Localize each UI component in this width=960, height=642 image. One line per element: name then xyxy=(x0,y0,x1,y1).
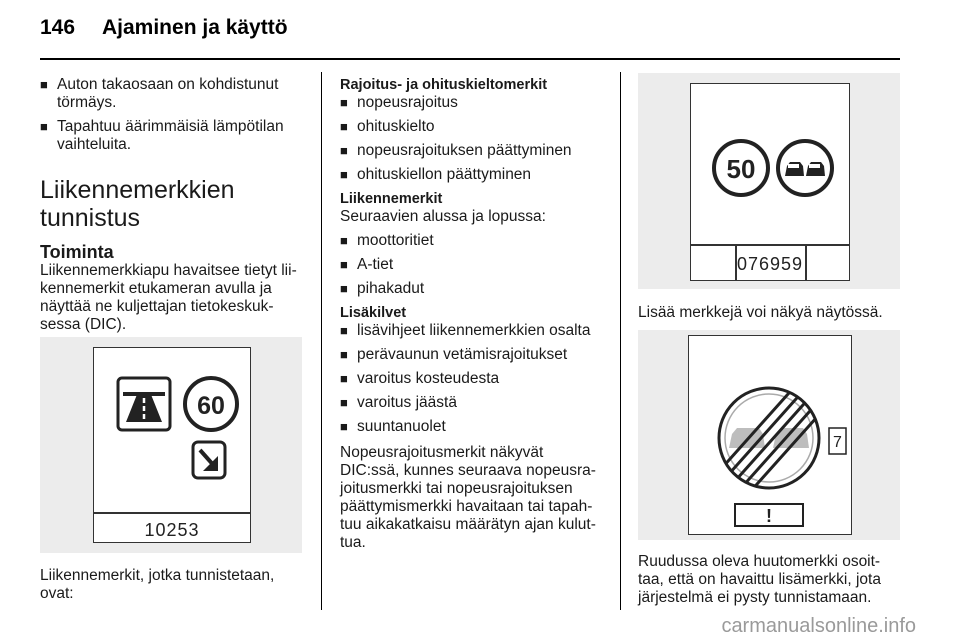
exclamation-box-icon xyxy=(735,504,803,526)
figure-dic-signs xyxy=(40,337,302,553)
column-divider-2 xyxy=(620,72,621,610)
dic-display-panel xyxy=(688,335,852,535)
header-rule xyxy=(40,58,900,60)
group-intro: Seuraavien alussa ja lopussa: xyxy=(340,208,546,225)
watermark: carmanualsonline.info xyxy=(721,615,916,637)
column-1 xyxy=(40,76,315,334)
column-2 xyxy=(340,77,608,552)
sign-icons xyxy=(94,348,248,510)
section-title-line-1: Liikennemerkkien xyxy=(40,176,235,204)
list-item: ■ moottoritiet xyxy=(340,232,608,250)
list-item: ■ ohituskiellon päättyminen xyxy=(340,166,608,184)
paragraph-line: kennemerkit etukameran avulla ja xyxy=(40,280,272,297)
paragraph-line: Nopeusrajoitusmerkit näkyvät xyxy=(340,444,544,461)
dic-display-panel xyxy=(690,83,850,281)
figure-2-caption xyxy=(638,304,900,322)
no-overtaking-sign-icon xyxy=(778,141,832,195)
direction-arrow-icon xyxy=(193,442,225,478)
sign-icons xyxy=(691,84,847,242)
sign-icons xyxy=(689,336,849,532)
figure-unknown-sign xyxy=(638,330,900,540)
paragraph-line: sessa (DIC). xyxy=(40,316,127,333)
list-item: ■ nopeusrajoituksen päättyminen xyxy=(340,142,608,160)
dic-paragraph xyxy=(340,444,608,552)
group-heading-additional: Lisäkilvet xyxy=(340,305,407,321)
paragraph-line: Liikennemerkkiapu havaitsee tietyt lii- xyxy=(40,262,297,279)
end-of-no-overtaking-sign-icon xyxy=(713,384,825,502)
list-item: ■ varoitus jäästä xyxy=(340,394,608,412)
list-item: ■ suuntanuolet xyxy=(340,418,608,436)
page-header xyxy=(40,16,288,40)
list-item: ■ ohituskielto xyxy=(340,118,608,136)
intro-paragraph xyxy=(40,262,315,334)
paragraph-line: näyttää ne kuljettajan tietokeskuk- xyxy=(40,298,274,315)
speed-limit-sign-icon xyxy=(185,378,237,430)
caption-line: Ruudussa oleva huutomerkki osoit- xyxy=(638,553,881,570)
caption-line: järjestelmä ei pysty tunnistamaan. xyxy=(638,589,872,606)
figure-1-caption xyxy=(40,567,315,603)
bullet-item: ■ Auton takaosaan on kohdistunut törmäys. xyxy=(40,76,315,112)
column-divider-1 xyxy=(321,72,322,610)
list-item: ■ lisävihjeet liikennemerkkien osalta xyxy=(340,322,608,340)
paragraph-line: joitusmerkki tai nopeusrajoituksen xyxy=(340,480,573,497)
dic-display-panel xyxy=(93,347,251,543)
chapter-title: Ajaminen ja käyttö xyxy=(102,16,288,39)
subheading: Toiminta xyxy=(40,242,114,262)
caption-line: Lisää merkkejä voi näkyä näytössä. xyxy=(638,304,883,321)
recognition-code: 076959 xyxy=(736,254,804,274)
motorway-icon xyxy=(118,378,170,430)
group-heading-road-signs: Liikennemerkit xyxy=(340,191,443,207)
list-item: ■ perävaunun vetämisrajoitukset xyxy=(340,346,608,364)
unrecognized-sign-icon xyxy=(829,428,846,454)
paragraph-line: DIC:ssä, kunnes seuraava nopeusra- xyxy=(340,462,596,479)
list-item: ■ varoitus kosteudesta xyxy=(340,370,608,388)
paragraph-line: tuu aikakatkaisu määrätyn ajan kulut- xyxy=(340,516,596,533)
caption-line: taa, että on havaittu lisämerkki, jota xyxy=(638,571,881,588)
bullet-item: ■ Tapahtuu äärimmäisiä lämpötilan vaihteluita. xyxy=(40,118,315,154)
svg-text:!: ! xyxy=(766,506,772,526)
page-number: 146 xyxy=(40,16,76,39)
svg-text:7: 7 xyxy=(833,434,842,451)
list-item: ■ A-tiet xyxy=(340,256,608,274)
caption-line: ovat: xyxy=(40,585,74,602)
caption-line: Liikennemerkit, jotka tunnistetaan, xyxy=(40,567,275,584)
section-title-line-2: tunnistus xyxy=(40,204,141,232)
svg-text:50: 50 xyxy=(726,154,756,184)
recognition-code: 10253 xyxy=(144,520,200,540)
figure-3-caption xyxy=(638,553,900,607)
paragraph-line: päättymismerkki havaitaan tai tapah- xyxy=(340,498,593,515)
group-heading-restrictions: Rajoitus- ja ohituskieltomerkit xyxy=(340,77,548,93)
list-item: ■ pihakadut xyxy=(340,280,608,298)
list-item: ■ nopeusrajoitus xyxy=(340,94,608,112)
figure-more-signs xyxy=(638,73,900,289)
paragraph-line: tua. xyxy=(340,534,366,551)
speed-limit-sign-icon xyxy=(714,141,768,195)
svg-text:60: 60 xyxy=(197,392,225,420)
